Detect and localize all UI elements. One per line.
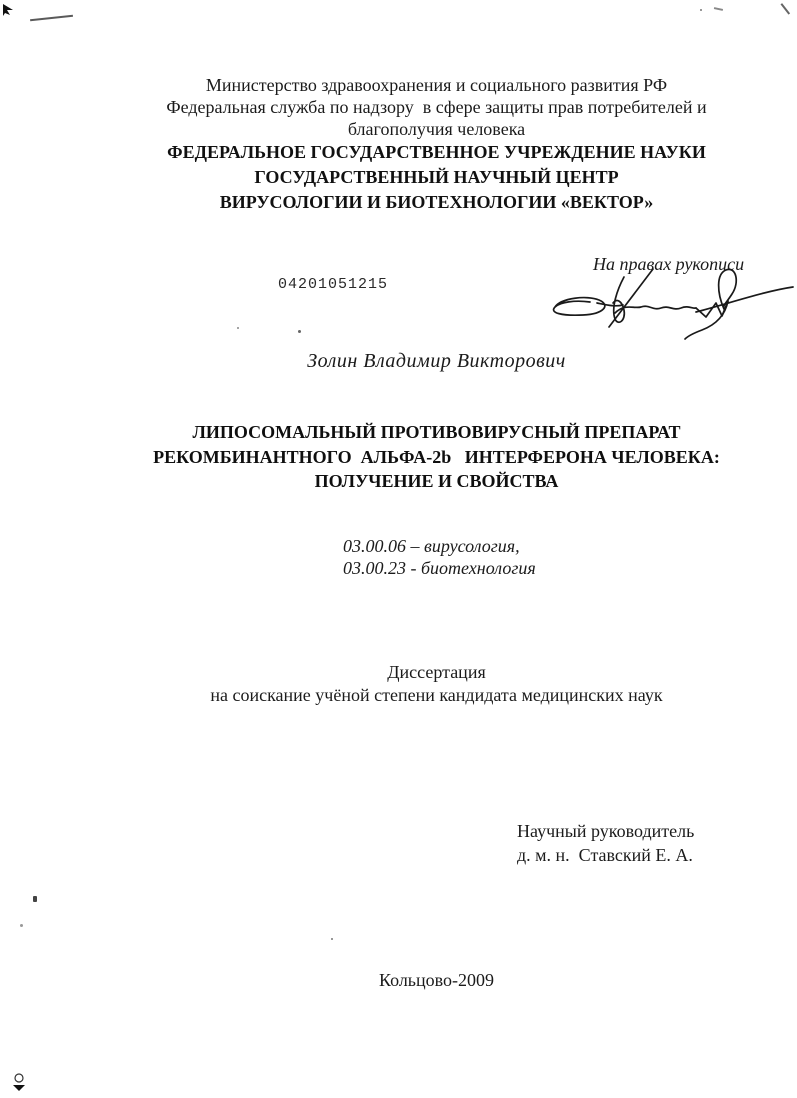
thesis-type <box>38 661 797 707</box>
scan-artifact-speck <box>331 938 333 940</box>
scan-artifact-speck <box>298 330 301 333</box>
scan-artifact-top-left-mark <box>3 4 17 18</box>
institution-line: ГОСУДАРСТВЕННЫЙ НАУЧНЫЙ ЦЕНТР <box>254 167 619 187</box>
supervisor-name: д. м. н. Ставский Е. А. <box>517 845 693 865</box>
supervisor-block <box>517 819 694 867</box>
city-year: Кольцово-2009 <box>378 970 495 990</box>
title-line: РЕКОМБИНАНТНОГО АЛЬФА-2b ИНТЕРФЕРОНА ЧЕЛОВЕКА: <box>153 446 720 467</box>
scan-artifact-speck <box>237 327 239 329</box>
signature-icon <box>545 263 795 347</box>
title-line: ЛИПОСОМАЛЬНЫЙ ПРОТИВОВИРУСНЫЙ ПРЕПАРАТ <box>192 422 681 442</box>
specialty-line: 03.00.23 - биотехнология <box>343 557 536 578</box>
author-name: Золин Владимир Викторович <box>307 350 566 372</box>
thesis-type-line: на соискание учёной степени кандидата медицинских наук <box>210 685 663 705</box>
scan-artifact-speck <box>33 896 37 902</box>
registration-number: 04201051215 <box>278 276 389 293</box>
scan-artifact-pencil-dash <box>30 15 73 21</box>
scan-artifact-speck <box>700 9 702 11</box>
specialty-line: 03.00.06 – вирусология, <box>343 536 520 556</box>
institution-line: ФЕДЕРАЛЬНОЕ ГОСУДАРСТВЕННОЕ УЧРЕЖДЕНИЕ НАУКИ <box>167 142 706 162</box>
specialty-codes <box>343 536 536 579</box>
ministry-line: Федеральная служба по надзору в сфере защиты прав потребителей и <box>166 97 707 117</box>
institution-header <box>38 140 797 215</box>
dissertation-title <box>38 420 797 494</box>
manuscript-rights-note: На правах рукописи <box>593 254 745 274</box>
scan-artifact-speck <box>20 924 23 927</box>
institution-line: ВИРУСОЛОГИИ И БИОТЕХНОЛОГИИ «ВЕКТОР» <box>219 192 654 212</box>
supervisor-label: Научный руководитель <box>517 821 695 841</box>
ministry-header <box>38 74 797 140</box>
scan-artifact-diagonal-speck <box>781 3 790 14</box>
ministry-line: благополучия человека <box>347 119 526 139</box>
title-line: ПОЛУЧЕНИЕ И СВОЙСТВА <box>314 471 559 491</box>
scan-artifact-bottom-left-mark <box>12 1072 28 1094</box>
scan-artifact-speck <box>714 7 723 10</box>
ministry-line: Министерство здравоохранения и социального развития РФ <box>205 75 668 95</box>
thesis-type-line: Диссертация <box>387 662 486 682</box>
